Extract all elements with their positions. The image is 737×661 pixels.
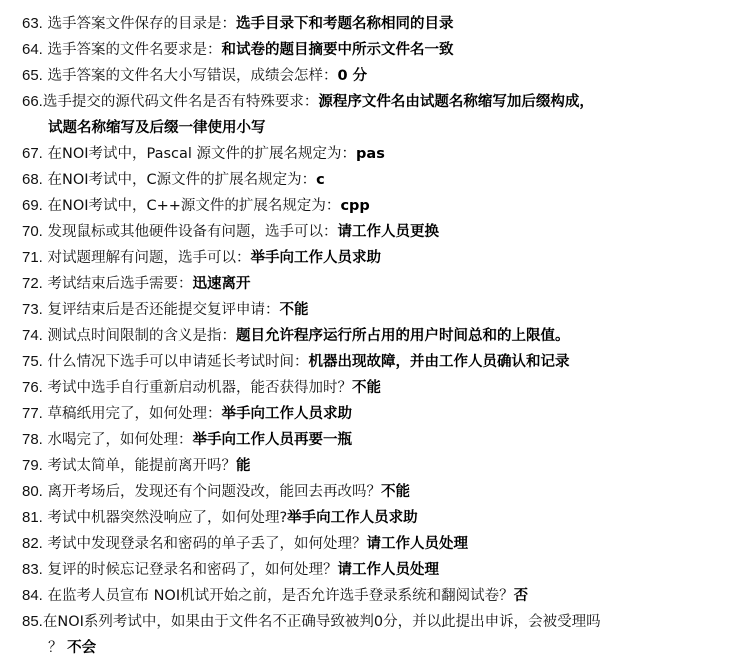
- answer-text: 迅速离开: [192, 276, 251, 292]
- answer-text: c: [316, 172, 325, 188]
- qa-item-83: [22, 557, 729, 583]
- qa-item-70: [22, 219, 729, 245]
- item-number: 77.: [22, 405, 43, 422]
- answer-text: 和试卷的题目摘要中所示文件名一致: [221, 42, 454, 58]
- item-number: 73.: [22, 301, 43, 318]
- question-end-mark: ？: [48, 640, 63, 656]
- answer-text: 0 分: [337, 68, 368, 84]
- qa-item-63: [22, 11, 729, 37]
- question-text: 在NOI系列考试中，如果由于文件名不正确导致被判0分，并以此提出申诉，会被受理吗: [42, 614, 601, 630]
- qa-item-75: [22, 349, 729, 375]
- question-text: 考试中发现登录名和密码的单子丢了，如何处理？: [47, 536, 367, 552]
- qa-item-74: [22, 323, 729, 349]
- question-text: 什么情况下选手可以申请延长考试时间：: [47, 354, 309, 370]
- answer-text: cpp: [340, 198, 370, 214]
- qa-item-82: [22, 531, 729, 557]
- answer-text: 不会: [67, 640, 97, 656]
- answer-text: 否: [513, 588, 529, 604]
- answer-text: 不能: [279, 302, 309, 318]
- question-text: 发现鼠标或其他硬件设备有问题，选手可以：: [47, 224, 338, 240]
- question-text: 在NOI考试中，C源文件的扩展名规定为：: [47, 172, 317, 188]
- answer-text: 举手向工作人员求助: [221, 406, 352, 422]
- answer-text: 能: [235, 458, 251, 474]
- qa-item-78: [22, 427, 729, 453]
- question-text: 在NOI考试中，C++源文件的扩展名规定为：: [47, 198, 341, 214]
- qa-item-76: [22, 375, 729, 401]
- qa-item-64: [22, 37, 729, 63]
- item-number: 71.: [22, 249, 43, 266]
- item-number: 70.: [22, 223, 43, 240]
- item-number: 72.: [22, 275, 43, 292]
- item-number: 80.: [22, 483, 43, 500]
- item-number: 67.: [22, 145, 43, 162]
- question-text: 在NOI考试中，Pascal 源文件的扩展名规定为：: [47, 146, 357, 162]
- question-text: 选手答案的文件名大小写错误，成绩会怎样：: [47, 68, 338, 84]
- question-text: 选手提交的源代码文件名是否有特殊要求：: [42, 94, 319, 110]
- question-continuation: [22, 635, 729, 661]
- qa-item-72: [22, 271, 729, 297]
- item-number: 75.: [22, 353, 43, 370]
- item-number: 69.: [22, 197, 43, 214]
- answer-text: 请工作人员处理: [366, 536, 468, 552]
- item-number: 63.: [22, 15, 43, 32]
- qa-item-73: [22, 297, 729, 323]
- answer-text: 选手目录下和考题名称相同的目录: [235, 16, 454, 32]
- item-number: 65.: [22, 67, 43, 84]
- question-text: 复评的时候忘记登录名和密码了，如何处理？: [47, 562, 338, 578]
- item-number: 82.: [22, 535, 43, 552]
- question-text: 考试结束后选手需要：: [47, 276, 193, 292]
- item-number: 66.: [22, 93, 43, 110]
- item-number: 85.: [22, 613, 43, 630]
- answer-text: 源程序文件名由试题名称缩写加后缀构成，: [318, 94, 594, 110]
- item-number: 76.: [22, 379, 43, 396]
- answer-text: 不能: [380, 484, 410, 500]
- question-text: 选手答案的文件名要求是：: [47, 42, 222, 58]
- question-text: 选手答案文件保存的目录是：: [47, 16, 236, 32]
- item-number: 81.: [22, 509, 43, 526]
- qa-item-65: [22, 63, 729, 89]
- question-text: 考试中机器突然没响应了，如何处理?: [47, 510, 288, 526]
- qa-item-84: [22, 583, 729, 609]
- item-number: 79.: [22, 457, 43, 474]
- item-number: 64.: [22, 41, 43, 58]
- answer-text: 举手向工作人员求助: [287, 510, 418, 526]
- answer-text: 请工作人员更换: [337, 224, 439, 240]
- qa-item-85: [22, 609, 729, 661]
- question-text: 考试中选手自行重新启动机器，能否获得加时？: [47, 380, 352, 396]
- question-text: 考试太简单，能提前离开吗？: [47, 458, 236, 474]
- qa-item-80: [22, 479, 729, 505]
- question-text: 草稿纸用完了，如何处理：: [47, 406, 222, 422]
- qa-item-79: [22, 453, 729, 479]
- question-text: 水喝完了，如何处理：: [47, 432, 193, 448]
- answer-text: 请工作人员处理: [337, 562, 439, 578]
- qa-item-77: [22, 401, 729, 427]
- question-text: 在监考人员宣布 NOI机试开始之前，是否允许选手登录系统和翻阅试卷？: [47, 588, 514, 604]
- question-text: 对试题理解有问题，选手可以：: [47, 250, 251, 266]
- question-text: 测试点时间限制的含义是指：: [47, 328, 236, 344]
- question-text: 复评结束后是否还能提交复评申请：: [47, 302, 280, 318]
- qa-item-71: [22, 245, 729, 271]
- item-number: 84.: [22, 587, 43, 604]
- answer-continuation: 试题名称缩写及后缀一律使用小写: [48, 120, 266, 136]
- answer-text: 举手向工作人员求助: [250, 250, 381, 266]
- qa-item-69: [22, 193, 729, 219]
- question-text: 离开考场后，发现还有个问题没改，能回去再改吗？: [47, 484, 381, 500]
- answer-text: 举手向工作人员再要一瓶: [192, 432, 352, 448]
- answer-text: 不能: [351, 380, 381, 396]
- answer-text: pas: [356, 146, 385, 162]
- answer-text: 题目允许程序运行所占用的用户时间总和的上限值。: [235, 328, 570, 344]
- qa-item-68: [22, 167, 729, 193]
- qa-item-81: [22, 505, 729, 531]
- qa-item-67: [22, 141, 729, 167]
- item-number: 68.: [22, 171, 43, 188]
- item-number: 74.: [22, 327, 43, 344]
- qa-item-66: [22, 89, 729, 141]
- item-number: 83.: [22, 561, 43, 578]
- item-number: 78.: [22, 431, 43, 448]
- answer-text: 机器出现故障，并由工作人员确认和记录: [308, 354, 570, 370]
